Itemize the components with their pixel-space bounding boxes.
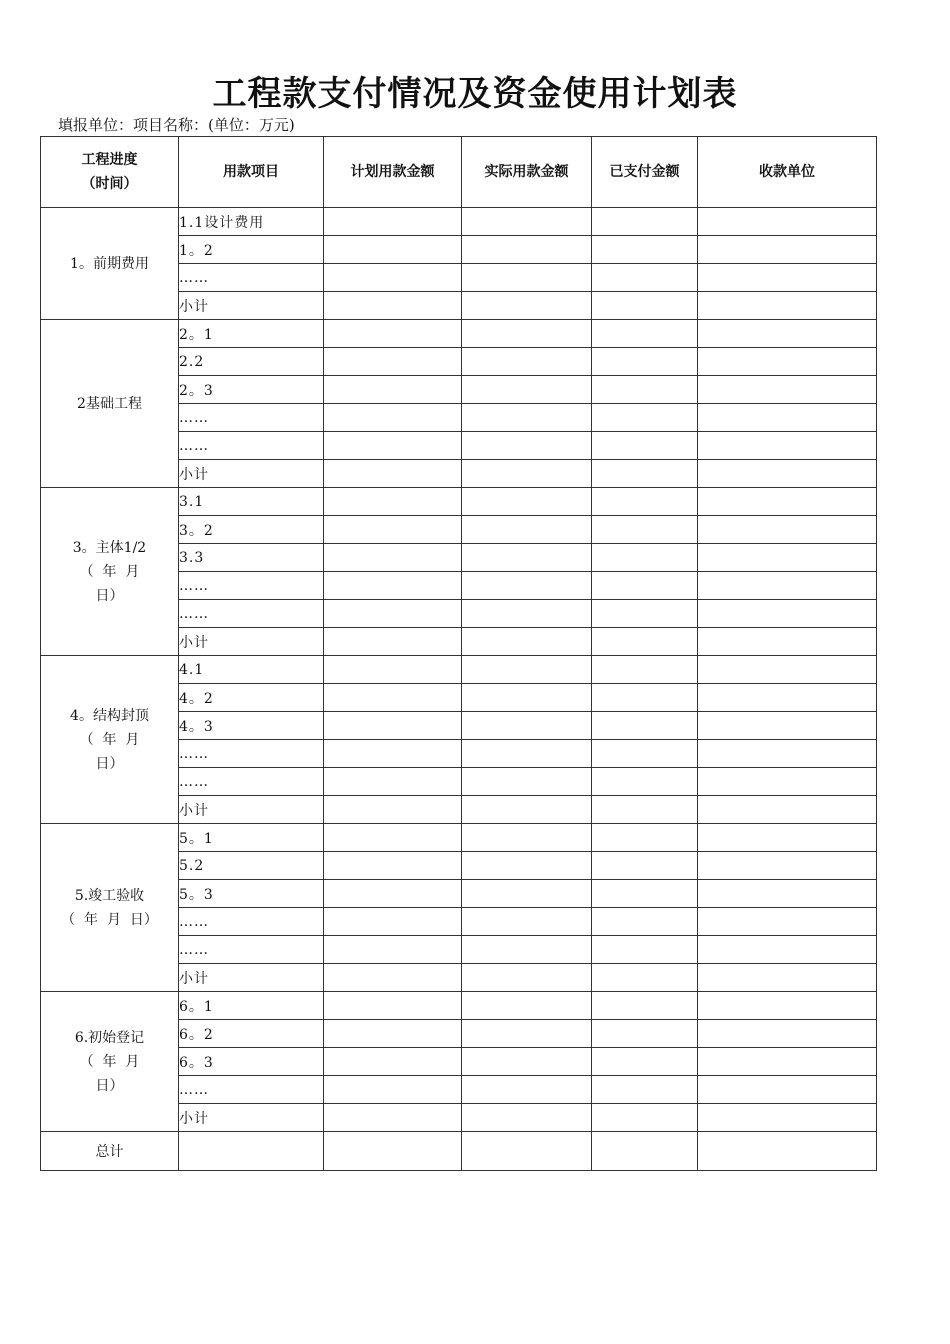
- stage-label-line: 5.竣工验收: [74, 887, 145, 904]
- payment-item-cell: 3。2: [179, 516, 324, 544]
- amount-entry-cell[interactable]: [324, 908, 462, 936]
- stage-label-line: 日）: [95, 1077, 124, 1094]
- stage-label-line: （ 年 月 日）: [61, 911, 158, 928]
- header-payment-item: 用款项目: [179, 137, 324, 208]
- amount-entry-cell[interactable]: [324, 992, 462, 1020]
- payment-item-cell: ……: [179, 768, 324, 796]
- amount-entry-cell[interactable]: [324, 1104, 462, 1132]
- amount-entry-cell[interactable]: [324, 1048, 462, 1076]
- amount-entry-cell[interactable]: [592, 684, 698, 712]
- amount-entry-cell[interactable]: [698, 824, 877, 852]
- stage-label-line: （ 年 月: [79, 731, 140, 748]
- payment-item-cell: 5.2: [179, 852, 324, 880]
- amount-entry-cell[interactable]: [324, 824, 462, 852]
- header-payee: 收款单位: [698, 137, 877, 208]
- report-unit-line: 填报单位：项目名称：(单位：万元): [58, 116, 295, 134]
- amount-entry-cell[interactable]: [698, 936, 877, 964]
- amount-entry-cell[interactable]: [462, 320, 592, 348]
- amount-entry-cell[interactable]: [592, 516, 698, 544]
- amount-entry-cell[interactable]: [462, 852, 592, 880]
- amount-entry-cell[interactable]: [324, 348, 462, 376]
- amount-entry-cell[interactable]: [324, 208, 462, 236]
- total-row: [41, 1132, 877, 1171]
- header-actual-amount: 实际用款金额: [462, 137, 592, 208]
- amount-entry-cell[interactable]: [592, 992, 698, 1020]
- header-row: [41, 137, 877, 208]
- amount-entry-cell[interactable]: [324, 740, 462, 768]
- payment-item-cell: 2。1: [179, 320, 324, 348]
- payment-item-cell: 1.1设计费用: [179, 208, 324, 236]
- amount-entry-cell[interactable]: [592, 1048, 698, 1076]
- amount-entry-cell[interactable]: [592, 572, 698, 600]
- payment-item-cell: 3.3: [179, 544, 324, 572]
- payment-item-cell: 小计: [179, 796, 324, 824]
- amount-entry-cell[interactable]: [324, 572, 462, 600]
- amount-entry-cell[interactable]: [698, 488, 877, 516]
- amount-entry-cell[interactable]: [324, 768, 462, 796]
- amount-entry-cell[interactable]: [698, 1048, 877, 1076]
- amount-entry-cell[interactable]: [324, 656, 462, 684]
- funding-plan-table: [40, 136, 877, 1171]
- payment-item-cell: ……: [179, 936, 324, 964]
- amount-entry-cell[interactable]: [462, 572, 592, 600]
- amount-entry-cell[interactable]: [592, 348, 698, 376]
- stage-cell: [41, 208, 179, 320]
- amount-entry-cell[interactable]: [462, 208, 592, 236]
- payment-item-cell: 2.2: [179, 348, 324, 376]
- total-cell[interactable]: [698, 1132, 877, 1171]
- table-row: [41, 208, 877, 236]
- amount-entry-cell[interactable]: [698, 600, 877, 628]
- payment-item-cell: 6。2: [179, 1020, 324, 1048]
- amount-entry-cell[interactable]: [462, 376, 592, 404]
- header-paid-amount: 已支付金额: [592, 137, 698, 208]
- amount-entry-cell[interactable]: [324, 320, 462, 348]
- total-label: 总计: [41, 1132, 179, 1171]
- amount-entry-cell[interactable]: [324, 432, 462, 460]
- payment-item-cell: 3.1: [179, 488, 324, 516]
- table-row: [41, 992, 877, 1020]
- amount-entry-cell[interactable]: [592, 544, 698, 572]
- payment-item-cell: 6。3: [179, 1048, 324, 1076]
- amount-entry-cell[interactable]: [592, 1020, 698, 1048]
- table-row: [41, 656, 877, 684]
- header-progress-line-2: （时间）: [81, 176, 138, 192]
- amount-entry-cell[interactable]: [698, 740, 877, 768]
- amount-entry-cell[interactable]: [698, 320, 877, 348]
- amount-entry-cell[interactable]: [462, 1076, 592, 1104]
- amount-entry-cell[interactable]: [324, 600, 462, 628]
- amount-entry-cell[interactable]: [592, 432, 698, 460]
- payment-item-cell: 小计: [179, 292, 324, 320]
- amount-entry-cell[interactable]: [462, 1020, 592, 1048]
- amount-entry-cell[interactable]: [592, 936, 698, 964]
- amount-entry-cell[interactable]: [462, 264, 592, 292]
- amount-entry-cell[interactable]: [698, 992, 877, 1020]
- amount-entry-cell[interactable]: [324, 684, 462, 712]
- stage-label-line: 日）: [95, 755, 124, 772]
- payment-item-cell: 1。2: [179, 236, 324, 264]
- payment-item-cell: 2。3: [179, 376, 324, 404]
- header-planned-amount: 计划用款金额: [324, 137, 462, 208]
- amount-entry-cell[interactable]: [592, 320, 698, 348]
- total-cell[interactable]: [324, 1132, 462, 1171]
- amount-entry-cell[interactable]: [698, 572, 877, 600]
- amount-entry-cell[interactable]: [462, 460, 592, 488]
- amount-entry-cell[interactable]: [698, 376, 877, 404]
- amount-entry-cell[interactable]: [698, 544, 877, 572]
- amount-entry-cell[interactable]: [592, 292, 698, 320]
- amount-entry-cell[interactable]: [592, 264, 698, 292]
- amount-entry-cell[interactable]: [324, 376, 462, 404]
- stage-label-line: 日）: [95, 587, 124, 604]
- amount-entry-cell[interactable]: [698, 796, 877, 824]
- amount-entry-cell[interactable]: [698, 1020, 877, 1048]
- amount-entry-cell[interactable]: [592, 404, 698, 432]
- amount-entry-cell[interactable]: [592, 600, 698, 628]
- amount-entry-cell[interactable]: [324, 292, 462, 320]
- amount-entry-cell[interactable]: [592, 880, 698, 908]
- amount-entry-cell[interactable]: [698, 348, 877, 376]
- total-cell[interactable]: [592, 1132, 698, 1171]
- header-progress: [41, 137, 179, 208]
- total-cell[interactable]: [179, 1132, 324, 1171]
- amount-entry-cell[interactable]: [462, 936, 592, 964]
- payment-item-cell: 6。1: [179, 992, 324, 1020]
- amount-entry-cell[interactable]: [698, 236, 877, 264]
- amount-entry-cell[interactable]: [462, 992, 592, 1020]
- stage-cell: [41, 656, 179, 824]
- amount-entry-cell[interactable]: [592, 824, 698, 852]
- amount-entry-cell[interactable]: [462, 684, 592, 712]
- amount-entry-cell[interactable]: [592, 488, 698, 516]
- document-title: 工程款支付情况及资金使用计划表: [212, 74, 738, 114]
- amount-entry-cell[interactable]: [592, 656, 698, 684]
- amount-entry-cell[interactable]: [698, 964, 877, 992]
- stage-label-line: 6.初始登记: [74, 1029, 145, 1046]
- stage-label-line: 4。结构封顶: [70, 707, 149, 724]
- payment-item-cell: ……: [179, 600, 324, 628]
- amount-entry-cell[interactable]: [462, 600, 592, 628]
- amount-entry-cell[interactable]: [324, 936, 462, 964]
- amount-entry-cell[interactable]: [462, 432, 592, 460]
- header-progress-line-1: 工程进度: [81, 152, 138, 168]
- amount-entry-cell[interactable]: [324, 880, 462, 908]
- amount-entry-cell[interactable]: [698, 628, 877, 656]
- amount-entry-cell[interactable]: [324, 852, 462, 880]
- stage-label-line: 3。主体1/2: [72, 539, 147, 556]
- amount-entry-cell[interactable]: [592, 376, 698, 404]
- amount-entry-cell[interactable]: [462, 628, 592, 656]
- amount-entry-cell[interactable]: [592, 1104, 698, 1132]
- amount-entry-cell[interactable]: [462, 488, 592, 516]
- payment-item-cell: ……: [179, 572, 324, 600]
- amount-entry-cell[interactable]: [462, 712, 592, 740]
- payment-item-cell: 5。3: [179, 880, 324, 908]
- amount-entry-cell[interactable]: [592, 908, 698, 936]
- stage-cell: [41, 320, 179, 488]
- amount-entry-cell[interactable]: [462, 880, 592, 908]
- payment-item-cell: ……: [179, 908, 324, 936]
- amount-entry-cell[interactable]: [462, 740, 592, 768]
- amount-entry-cell[interactable]: [592, 712, 698, 740]
- amount-entry-cell[interactable]: [462, 768, 592, 796]
- payment-item-cell: 4.1: [179, 656, 324, 684]
- payment-item-cell: 5。1: [179, 824, 324, 852]
- amount-entry-cell[interactable]: [698, 264, 877, 292]
- stage-label-line: 2基础工程: [77, 395, 142, 412]
- amount-entry-cell[interactable]: [462, 404, 592, 432]
- stage-cell: [41, 824, 179, 992]
- amount-entry-cell[interactable]: [462, 824, 592, 852]
- amount-entry-cell[interactable]: [592, 460, 698, 488]
- amount-entry-cell[interactable]: [698, 880, 877, 908]
- payment-item-cell: 小计: [179, 1104, 324, 1132]
- amount-entry-cell[interactable]: [324, 1076, 462, 1104]
- amount-entry-cell[interactable]: [324, 628, 462, 656]
- stage-label-line: 1。前期费用: [70, 255, 149, 272]
- amount-entry-cell[interactable]: [324, 236, 462, 264]
- payment-item-cell: ……: [179, 1076, 324, 1104]
- amount-entry-cell[interactable]: [324, 516, 462, 544]
- amount-entry-cell[interactable]: [698, 1104, 877, 1132]
- total-cell[interactable]: [462, 1132, 592, 1171]
- amount-entry-cell[interactable]: [592, 796, 698, 824]
- amount-entry-cell[interactable]: [462, 908, 592, 936]
- amount-entry-cell[interactable]: [324, 460, 462, 488]
- amount-entry-cell[interactable]: [462, 544, 592, 572]
- stage-label-line: （ 年 月: [79, 1053, 140, 1070]
- amount-entry-cell[interactable]: [592, 768, 698, 796]
- amount-entry-cell[interactable]: [462, 1104, 592, 1132]
- amount-entry-cell[interactable]: [698, 712, 877, 740]
- payment-item-cell: ……: [179, 264, 324, 292]
- amount-entry-cell[interactable]: [592, 964, 698, 992]
- payment-item-cell: 小计: [179, 460, 324, 488]
- amount-entry-cell[interactable]: [698, 208, 877, 236]
- amount-entry-cell[interactable]: [324, 964, 462, 992]
- amount-entry-cell[interactable]: [462, 348, 592, 376]
- amount-entry-cell[interactable]: [324, 796, 462, 824]
- amount-entry-cell[interactable]: [698, 684, 877, 712]
- payment-item-cell: 4。2: [179, 684, 324, 712]
- payment-item-cell: 4。3: [179, 712, 324, 740]
- amount-entry-cell[interactable]: [698, 1076, 877, 1104]
- amount-entry-cell[interactable]: [324, 712, 462, 740]
- amount-entry-cell[interactable]: [324, 404, 462, 432]
- amount-entry-cell[interactable]: [698, 908, 877, 936]
- amount-entry-cell[interactable]: [698, 768, 877, 796]
- payment-item-cell: ……: [179, 404, 324, 432]
- amount-entry-cell[interactable]: [698, 516, 877, 544]
- payment-item-cell: 小计: [179, 628, 324, 656]
- amount-entry-cell[interactable]: [324, 488, 462, 516]
- amount-entry-cell[interactable]: [592, 740, 698, 768]
- amount-entry-cell[interactable]: [592, 1076, 698, 1104]
- payment-item-cell: ……: [179, 740, 324, 768]
- amount-entry-cell[interactable]: [592, 236, 698, 264]
- amount-entry-cell[interactable]: [324, 264, 462, 292]
- amount-entry-cell[interactable]: [592, 628, 698, 656]
- amount-entry-cell[interactable]: [462, 292, 592, 320]
- amount-entry-cell[interactable]: [698, 852, 877, 880]
- amount-entry-cell[interactable]: [698, 656, 877, 684]
- amount-entry-cell[interactable]: [324, 1020, 462, 1048]
- stage-cell: [41, 488, 179, 656]
- amount-entry-cell[interactable]: [698, 460, 877, 488]
- payment-item-cell: ……: [179, 432, 324, 460]
- amount-entry-cell[interactable]: [592, 208, 698, 236]
- amount-entry-cell[interactable]: [698, 432, 877, 460]
- stage-cell: [41, 992, 179, 1132]
- stage-label-line: （ 年 月: [79, 563, 140, 580]
- amount-entry-cell[interactable]: [462, 236, 592, 264]
- amount-entry-cell[interactable]: [592, 852, 698, 880]
- table-row: [41, 488, 877, 516]
- amount-entry-cell[interactable]: [462, 656, 592, 684]
- amount-entry-cell[interactable]: [698, 292, 877, 320]
- amount-entry-cell[interactable]: [462, 1048, 592, 1076]
- table-row: [41, 320, 877, 348]
- amount-entry-cell[interactable]: [698, 404, 877, 432]
- table-row: [41, 824, 877, 852]
- amount-entry-cell[interactable]: [324, 544, 462, 572]
- amount-entry-cell[interactable]: [462, 796, 592, 824]
- payment-item-cell: 小计: [179, 964, 324, 992]
- amount-entry-cell[interactable]: [462, 964, 592, 992]
- amount-entry-cell[interactable]: [462, 516, 592, 544]
